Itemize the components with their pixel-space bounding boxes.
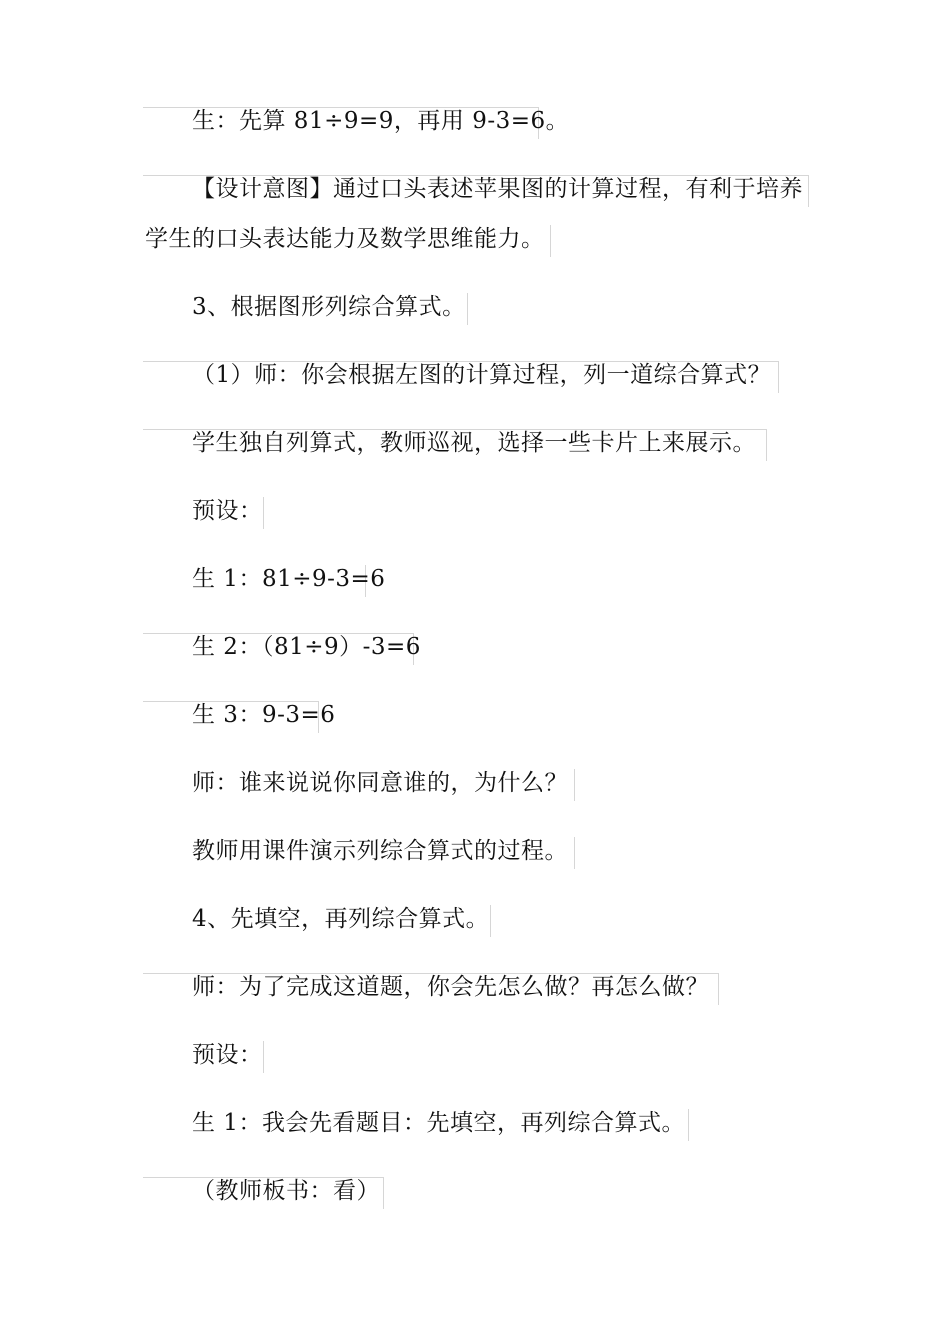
text-line: 【设计意图】通过口头表述苹果图的计算过程，有利于培养 bbox=[192, 176, 803, 202]
rule-line bbox=[263, 497, 264, 529]
text-line: 4、先填空，再列综合算式。 bbox=[192, 906, 490, 932]
text-line: 师：为了完成这道题，你会先怎么做？再怎么做？ bbox=[192, 974, 709, 1000]
text-line: （1）师：你会根据左图的计算过程，列一道综合算式？ bbox=[192, 362, 772, 388]
rule-line bbox=[383, 1177, 384, 1209]
text-line: 生 1：81÷9-3=6 bbox=[192, 566, 386, 592]
text-line: 生：先算 81÷9=9，再用 9-3=6。 bbox=[192, 108, 570, 134]
text-line: 师：谁来说说你同意谁的，为什么？ bbox=[192, 770, 568, 796]
text-line: （教师板书：看） bbox=[192, 1178, 380, 1204]
rule-line bbox=[574, 769, 575, 801]
rule-line bbox=[766, 429, 767, 461]
rule-line bbox=[808, 175, 809, 207]
text-line: 3、根据图形列综合算式。 bbox=[192, 294, 466, 320]
rule-line bbox=[778, 361, 779, 393]
rule-line bbox=[550, 225, 551, 257]
rule-line bbox=[490, 905, 491, 937]
rule-line bbox=[467, 293, 468, 325]
text-line: 预设： bbox=[192, 1042, 263, 1068]
rule-line bbox=[263, 1041, 264, 1073]
rule-line bbox=[718, 973, 719, 1005]
text-line: 教师用课件演示列综合算式的过程。 bbox=[192, 838, 568, 864]
rule-line bbox=[574, 837, 575, 869]
text-line: 生 3：9-3=6 bbox=[192, 702, 336, 728]
text-line: 预设： bbox=[192, 498, 263, 524]
text-line: 生 1：我会先看题目：先填空，再列综合算式。 bbox=[192, 1110, 685, 1136]
rule-line bbox=[688, 1109, 689, 1141]
text-line: 学生独自列算式，教师巡视，选择一些卡片上来展示。 bbox=[192, 430, 756, 456]
text-line: 生 2：（81÷9）-3=6 bbox=[192, 634, 421, 660]
text-line: 学生的口头表达能力及数学思维能力。 bbox=[145, 226, 545, 252]
